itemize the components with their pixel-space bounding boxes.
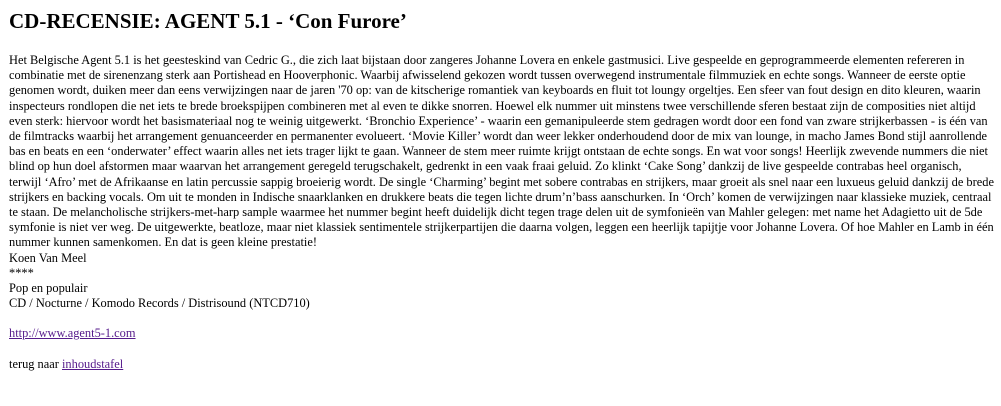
back-prefix: terug naar (9, 356, 62, 371)
author: Koen Van Meel (9, 250, 87, 265)
back-line (9, 357, 994, 372)
review-text: Het Belgische Agent 5.1 is het geesteskind van Cedric G., die zich laat bijstaan door zangeres Johanne Lovera en enkele gastmusici. Live gespeelde en geprogrammeerde elementen refereren in combinatie met de sirenenzang sterk aan Portishead en Hooverphonic. Waarbij afwisselend gekozen wordt tussen overwegend instrumentale filmmuziek en echte songs. Wanneer de eerste optie genomen wordt, duiken meer dan eens verwijzingen naar de jaren '70 op: van de kitscherige romantiek van keyboards en fluit tot loungy orgeltjes. Een sfeer van fout design en dito kleuren, waarin inspecteurs rondlopen die net iets te brede broekspijpen combineren met al even te dikke snorren. Hoewel elk nummer uit minstens twee verschillende sferen bestaat zijn de composities niet altijd even sterk: hiervoor wordt het basismateriaal nog te weinig uitgewerkt. ‘Bronchio Experience’ - waarin een gemanipuleerde stem gedragen wordt door een fond van zware strijkerbassen - is één van de filmtracks waarbij het arrangement genuanceerder en permanenter evolueert. ‘Movie Killer’ wordt dan weer lekker onderhoudend door de mix van lounge, in macho James Bond stijl aanrollende bas en beats en een ‘onderwater’ effect waarin alles net iets trager lijkt te gaan. Wanneer de stem meer ruimte krijgt ontstaan de echte songs. En wat voor songs! Heerlijk zwevende nummers die niet blind op hun doel afstormen maar waarvan het arrangement geregeld terugschakelt, gedrenkt in een vaak fraai geluid. Zo klinkt ‘Cake Song’ dankzij de live gespeelde contrabas heel organisch, terwijl ‘Afro’ met de Afrikaanse en latin percussie sappig broeierig wordt. De single ‘Charming’ begint met sobere contrabas en strijkers, maar groeit als snel naar een luxueus geluid dankzij de brede strijkers en backing vocals. Om uit te monden in Indische snaarklanken en drukkere beats die tegen lichte drum’n’bass aanschurken. In ‘Orch’ komen de verwijzingen naar klassieke muziek, centraal te staan. De melancholische strijkers-met-harp sample waarmee het nummer begint heeft duidelijk dicht tegen trage delen uit de symfonieën van Mahler gelegen: met name het Adagietto uit de 5de symfonie is niet ver weg. De uitgewerkte, beatloze, maar niet klassiek sentimentele strijkerpartijen die daarna volgen, leggen een heerlijk tapijtje voor Johanne Lovera. Of hoe Mahler en Lamb in één nummer kunnen samenkomen. En dat is geen kleine prestatie! (9, 53, 994, 250)
rating: **** (9, 265, 34, 280)
label-info: CD / Nocturne / Komodo Records / Distrisound (NTCD710) (9, 296, 310, 311)
page-title: CD-RECENSIE: AGENT 5.1 - ‘Con Furore’ (9, 9, 407, 33)
genre: Pop en populair (9, 281, 88, 296)
article-body (9, 53, 994, 372)
spacer (9, 342, 994, 357)
website-link[interactable]: http://www.agent5-1.com (9, 326, 136, 341)
table-of-contents-link[interactable]: inhoudstafel (61, 356, 124, 371)
spacer (9, 311, 994, 326)
